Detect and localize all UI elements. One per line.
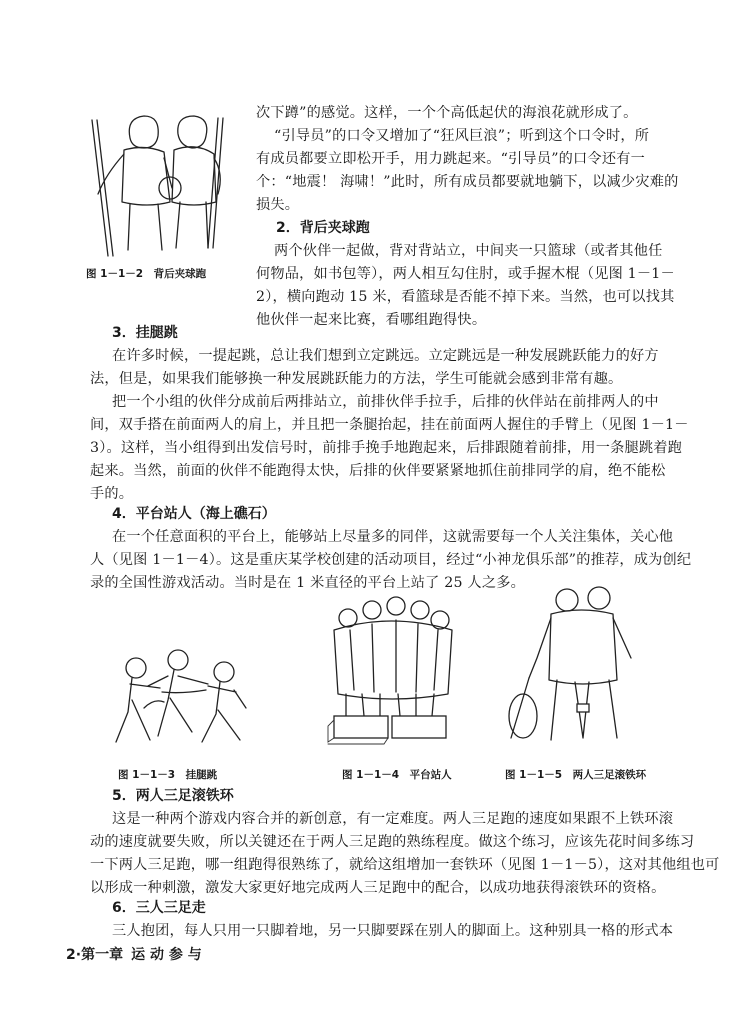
section-heading: 3．挂腿跳 [112,325,178,341]
text-line: 在一个任意面积的平台上，能够站上尽量多的同伴，这就需要每一个人关注集体，关心他 [112,529,674,545]
page-number: 2 [66,947,76,963]
text-line: 以形成一种刺激，激发大家更好地完成两人三足跑中的配合，以成功地获得滚铁环的资格。 [90,880,666,896]
text-line: 间，双手搭在前面两人的肩上，并且把一条腿抬起，挂在前面两人握住的手臂上（见图 1－1－ [90,417,689,433]
text-line: 手的。 [90,486,134,502]
two-players-back-to-back-illustration [78,108,248,258]
text-line: 损失。 [256,197,300,213]
chapter-title: 运 动 参 与 [131,947,202,963]
figure-1-1-4 [320,590,460,750]
text-line: 有成员都要立即松开手，用力跳起来。“引导员”的口令还有一 [256,151,645,167]
text-line: 录的全国性游戏活动。当时是在 1 米直径的平台上站了 25 人之多。 [90,575,525,591]
figure-1-1-2-caption: 图 1－1－2 背后夹球跑 [86,268,207,280]
text-line: 起来。当然，前面的伙伴不能跑得太快，后排的伙伴要紧紧地抓住前排同学的肩，绝不能松 [90,463,666,479]
figure-1-1-5 [505,578,655,753]
footer-separator: · [75,947,82,963]
leg-hook-jump-illustration [108,640,258,755]
text-line: 这是一种两个游戏内容合并的新创意，有一定难度。两人三足跑的速度如果跟不上铁环滚 [112,811,674,827]
text-line: 把一个小组的伙伴分成前后两排站立，前排伙伴手拉手，后排的伙伴站在前排两人的中 [112,394,659,410]
text-line: 3）。这样，当小组得到出发信号时，前排手挽手地跑起来，后排跟随着前排，用一条腿跳着跑 [90,440,683,456]
text-line: 法，但是，如果我们能够换一种发展跳跃能力的方法，学生可能就会感到非常有趣。 [90,371,623,387]
text-line: “引导员”的口令又增加了“狂风巨浪”；听到这个口令时，所 [274,128,650,144]
text-line: 人（见图 1－1－4）。这是重庆某学校创建的活动项目，经过“小神龙俱乐部”的推荐，成为创纪 [90,552,692,568]
figure-1-1-2 [78,108,248,258]
text-line: 他伙伴一起来比赛，看哪组跑得快。 [256,312,487,328]
figure-1-1-3-caption: 图 1－1－3 挂腿跳 [118,769,218,781]
text-line: 何物品，如书包等），两人相互勾住肘，或手握木棍（见图 1－1－ [256,266,675,282]
text-line: 2），横向跑动 15 米，看篮球是否能不掉下来。当然，也可以找其 [256,289,675,305]
platform-standing-group-illustration [320,590,460,750]
text-line: 三人抱团，每人只用一只脚着地，另一只脚要踩在别人的脚面上。这种别具一格的形式本 [112,923,674,939]
three-legged-hoop-rolling-illustration [505,578,655,753]
figure-1-1-3 [108,640,258,755]
text-line: 次下蹲”的感觉。这样，一个个高低起伏的海浪花就形成了。 [256,105,638,121]
section-heading: 6．三人三足走 [112,900,206,916]
text-line: 两个伙伴一起做，背对背站立，中间夹一只篮球（或者其他任 [274,243,663,259]
figure-1-1-4-caption: 图 1－1－4 平台站人 [342,769,452,781]
text-line: 动的速度就要失败，所以关键还在于两人三足跑的熟练程度。做这个练习，应该先花时间多练习 [90,834,695,850]
section-heading: 2．背后夹球跑 [276,220,370,236]
section-heading: 4．平台站人（海上礁石） [112,506,276,522]
text-line: 一下两人三足跑，哪一组跑得很熟练了，就给这组增加一套铁环（见图 1－1－5），这对其他组也可 [90,857,720,873]
text-line: 个：“地震！ 海啸！”此时，所有成员都要就地躺下，以减少灾难的 [256,174,679,190]
chapter-label: 第一章 [81,947,124,963]
text-line: 在许多时候，一提起跳，总让我们想到立定跳远。立定跳远是一种发展跳跃能力的好方 [112,348,659,364]
section-heading: 5．两人三足滚铁环 [112,788,234,804]
figure-1-1-5-caption: 图 1－1－5 两人三足滚铁环 [505,769,647,781]
page-footer [66,944,202,964]
